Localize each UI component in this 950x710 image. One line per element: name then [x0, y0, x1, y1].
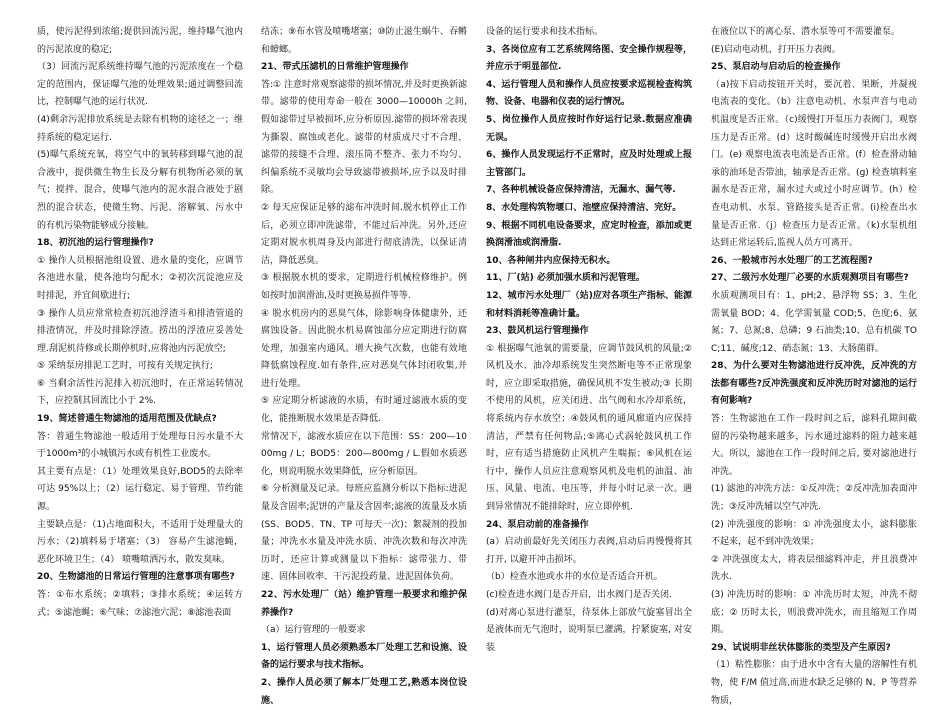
paragraph: (1) 滤池的冲洗方法：①反冲洗；②反冲洗加表面冲洗；③反冲洗辅以空气冲洗.: [711, 484, 917, 513]
paragraph: 6、操作人员发现运行不正常时，应及时处理或上报主管部门。: [486, 150, 692, 178]
paragraph: （a)按下启动按钮开关时，要沉着、果断，并凝视电流表的变化。（b）注意电动机、水泵声音与电动机温度是否正常。（c)缓慢打开泵压力表阀门，观察压力是否正常。(d）这时酸碱连时缓慢开启出水阀门。(e) 观察电流表电流是否正常。(f）检查滑动轴承的油环是否带油，轴承是否正常。(g) 检查填料室漏水是否正常，漏水过大或过小时应调节。(h）检查电动机、水泵、管路接头是否正常。(i)检查出水量是否正常.（j）检查压力是否正常。（k)水泵机组达到正常运转后,监视人员方可离开。: [711, 79, 917, 249]
paragraph: 19、简述普通生物滤池的适用范围及优缺点?: [37, 414, 217, 425]
paragraph: (a）启动前最好先关闭压力表阀,启动后再慢慢将其打开, 以避开冲击损坏。: [486, 537, 692, 565]
paragraph: 29、试说明非丝状体膨胀的类型及产生原因?: [711, 642, 891, 653]
paragraph: ⑥ 当剩余活性污泥排入初沉池时，在正常运转情况下，应控制其回流比小于 2%.: [37, 378, 243, 407]
paragraph: （b）检查水池或水井的水位是否适合开机。: [486, 572, 663, 583]
paragraph: 24、泵启动前的准备操作: [486, 519, 589, 530]
paragraph: 28、为什么要对生物滤池进行反冲洗，反冲洗的方法都有哪些?反冲洗强度和反冲洗历时对滤池的运行有何影响?: [711, 361, 917, 407]
paragraph: 其主要有点是：（1）处理效果良好,BOD5的去除率可达 95%以上；（2）运行稳定、易于管理、节约能源。: [37, 466, 243, 513]
paragraph: 设备的运行要求和技术指标。: [486, 27, 604, 37]
paragraph: (E)启动电动机，打开压力表阀。: [711, 44, 841, 55]
paragraph: ③ 操作人员应常常检查初沉池浮渣斗和排渣管道的排渣情况，并及时排除浮渣。捞出的浮渣应妥善处理.刮泥机待修或长期停机时,应将池内污泥放空;: [37, 308, 243, 354]
paragraph: ④ 脱水机房内的恶臭气体，除影响身体健康外，还腐蚀设备。因此脱水机易腐蚀部分应定期进行防腐处理，加强室内通风。增大换气次数，也能有效地降低腐蚀程度.如有条件,应对恶臭气体封闭收集,并进行处理。: [261, 308, 467, 389]
paragraph: ② 冲洗强度太大，将表层细滤料冲走，并且浪费冲洗水.: [711, 554, 917, 583]
paragraph: 4、运行管理人员和操作人员应按要求巡视检查构筑物、设备、电器和仪表的运行情况。: [486, 79, 692, 108]
paragraph: 10、各种闸井内应保持无积水。: [486, 255, 616, 266]
paragraph: (4)剩余污泥排放系统是去除有机物的途径之一；维持系统的稳定运行.: [37, 114, 243, 143]
paragraph: 答：①布水系统；②填料；③排水系统；④运转方式；⑤滤池蝇；⑥气味；⑦滤池穴泥；⑧滤池表面: [37, 590, 243, 618]
paragraph: 答:① 注意时常观察滤带的损坏情况,并及时更换新滤带。滤带的使用寿命一般在 3000—10000h 之间,假如滤带过早被损坏,应分析原因.滤带的损坏常表现为撕裂、腐蚀或老化。滤带的材质成尺寸不合理、滤带的接缝不合理、滚压筒不整齐、张力不均匀、纠偏系统不灵敏均会导致滤带被损坏,应予以及时排除。: [261, 79, 467, 196]
paragraph: ⑥ 分析测量及记录。每班应监测分析以下指标:进泥量及含固率;泥饼的产量及含固率;滤液的流量及水质 (SS、BOD5、TN、TP 可每天一次)；絮凝剂的投加量；冲洗水水量及冲洗水质、冲洗次数和每次冲洗历时，还应计算或测量以下指标：滤带张力、带速、固体回收率、干污泥投药量、进泥固体负荷。: [261, 484, 467, 583]
paragraph: （3）回流污泥系统维持曝气池的污泥浓度在一个稳定的范围内，保证曝气池的处理效果;通过调整回流比，控制曝气池的运行状况.: [37, 62, 243, 108]
paragraph: 5、岗位操作人员应按时作好运行记录.数据应准确无误。: [486, 114, 692, 143]
paragraph: 常情况下，滤液水质应在以下范围：SS：200—1000mg / L；BOD5：200—800mg / L.假如水质恶化，则说明脱水效果降低，应分析原因。: [261, 431, 467, 477]
paragraph: ① 操作人员根据池组设置、进水量的变化，应调节各池进水量，使各池均匀配水；②初次沉淀池应及时排泥，并宜间歇进行;: [37, 255, 243, 301]
paragraph: (d)对离心泵进行灌泵，待泵体上部放气旋塞冒出全是液体而无气泡时，说明泵已灌满，拧紧旋塞, 对安装: [486, 607, 692, 653]
paragraph: 27、二级污水处理厂必要的水质观测项目有哪些?: [711, 273, 909, 284]
paragraph: (3) 冲洗历时的影响：① 冲洗历时太短，冲洗不彻底；② 历时太长，则浪费冲洗水，而且缩短工作周期。: [711, 590, 917, 636]
paragraph: 21、带式压滤机的日常维护管理操作: [261, 62, 409, 73]
paragraph: （a）运行管理的一般要求: [261, 625, 366, 636]
text-column-2: [261, 24, 467, 710]
paragraph: 1、运行管理人员必须熟悉本厂处理工艺和设施、设备的运行要求与技术指标。: [261, 642, 467, 671]
paragraph: （1）粘性膨胀：由于进水中含有大量的溶解性有机物，使 F/M 值过高,而进水缺乏足够的 N、P 等营养物质，: [711, 660, 917, 706]
paragraph: 在液位以下的离心泵、潜水泵等可不需要灌泵。: [711, 27, 901, 37]
paragraph: 主要缺点是：（1)占地面积大，不适用于处理量大的污水；（2)填料易于堵塞；（3） 容易产生滤池蝇，恶化环境卫生；（4） 喷嘴喷洒污水，散发臭味。: [37, 519, 243, 565]
paragraph: 9、根据不同机电设备要求，应定时检查，添加或更换润滑油或润滑脂.: [486, 220, 692, 249]
paragraph: 18、初沉池的运行管理操作?: [37, 238, 154, 249]
paragraph: (2) 冲洗强度的影响：① 冲洗强度太小，滤料膨胀不起来，起不到冲洗效果；: [711, 519, 917, 548]
paragraph: 水质观测项目有：1、pH;2、悬浮物 SS；3、生化需氧量 BOD；4、化学需氧量 COD;5、色度;6、氨氮；7、总氮;8、总磷；9 石油类;10、总有机碳 TOC;11、碱度;12、硝态氮；13、大肠菌群。: [711, 290, 917, 354]
paragraph: 质，使污泥得到浓缩;提供回流污泥，维持曝气池内的污泥浓度的稳定;: [37, 27, 243, 55]
paragraph: (c)检查进水阀门是否开启，出水阀门是否关闭.: [486, 590, 672, 600]
paragraph: (5)曝气系统充氧，将空气中的氧转移到曝气池的混合液中，提供微生物生长及分解有机物所必须的氧气；搅拌、混合，使曝气池内的泥水混合液处于剧烈的混合状态，使微生物、污泥、溶解氧、污水中的有机污染物能够成分接触。: [37, 150, 243, 231]
paragraph: ① 根据曝气池氧的需要量，应调节鼓风机的风量;② 风机及水、油冷却系统发生突然断电等不正常现象时，应立即采取措施，确保风机不发生被动;③ 长期不使用的风机，应关闭进、出气阀和水冷却系统，将系统内存水放空；④鼓风机的通风廊道内应保持清洁，严禁有任何物品;⑤离心式涡轮鼓风机工作时，应有适当措施防止风机产生喘振；⑥风机在运行中，操作人员应注意观察风机及电机的油温、油压、风量、电流、电压等，并每小时记录一次。遇到异常情况不能排除时，应立即停机.: [486, 343, 692, 513]
text-column-3: [486, 24, 692, 657]
paragraph: ③ 根据脱水机的要求，定期进行机械检修维护。例如按时加润滑油,及时更换易损件等等.: [261, 273, 467, 301]
paragraph: 11、厂(站) 必须加强水质和污泥管理。: [486, 273, 645, 284]
paragraph: 12、城市污水处理厂（站)应对各项生产指标、能源和材料消耗等准确计量。: [486, 290, 692, 319]
paragraph: 25、泵启动与启动后的检查操作: [711, 62, 841, 73]
paragraph: 26、一般城市污水处理厂的工艺流程图?: [711, 255, 873, 266]
paragraph: ② 每天应保证足够的滤布冲洗时间.脱水机停止工作后，必须立即冲洗滤带，不能过后冲洗。另外,还应定期对脱水机周身及内部进行彻底清洗，以保证清洁，降低恶臭。: [261, 202, 467, 266]
text-column-4: [711, 24, 917, 710]
paragraph: 2、操作人员必须了解本厂处理工艺,熟悉本岗位设施、: [261, 677, 467, 706]
paragraph: 答：生物滤池在工作一段时间之后，滤料孔隙间截留的污染物越来越多，污水通过滤料的阻力越来越大。所以，滤池在工作一段时间之后, 要对滤池进行冲洗。: [711, 414, 917, 477]
paragraph: 22、污水处理厂（站）维护管理一般要求和维护保养操作?: [261, 590, 467, 618]
paragraph: ⑤ 采纳泵房排泥工艺时，可按有关规定执行;: [37, 361, 213, 372]
paragraph: 20、生物滤池的日常运行管理的注意事项有哪些?: [37, 572, 235, 583]
paragraph: 8、水处理构筑物堰口、池壁应保持清洁、完好。: [486, 202, 682, 213]
paragraph: 7、各种机械设备应保持清洁，无漏水、漏气等.: [486, 185, 676, 196]
paragraph: ⑤ 应定期分析滤液的水质，有时通过滤液水质的变化，能推断脱水效果是否降低.: [261, 396, 467, 425]
paragraph: 23、鼓风机运行管理操作: [486, 326, 589, 337]
text-column-1: [37, 24, 243, 622]
paragraph: 3、各岗位应有工艺系统网络图、安全操作规程等，并应示于明显部位.: [486, 44, 692, 73]
paragraph: 结冻；⑨布水管及喷嘴堵塞；⑩防止滋生蜗牛、吞鳉和蟑螂。: [261, 27, 467, 55]
paragraph: 答：普通生物滤池一般适用于处理每日污水量不大于1000m³的小城镇污水或有机性工业废水。: [37, 431, 243, 460]
